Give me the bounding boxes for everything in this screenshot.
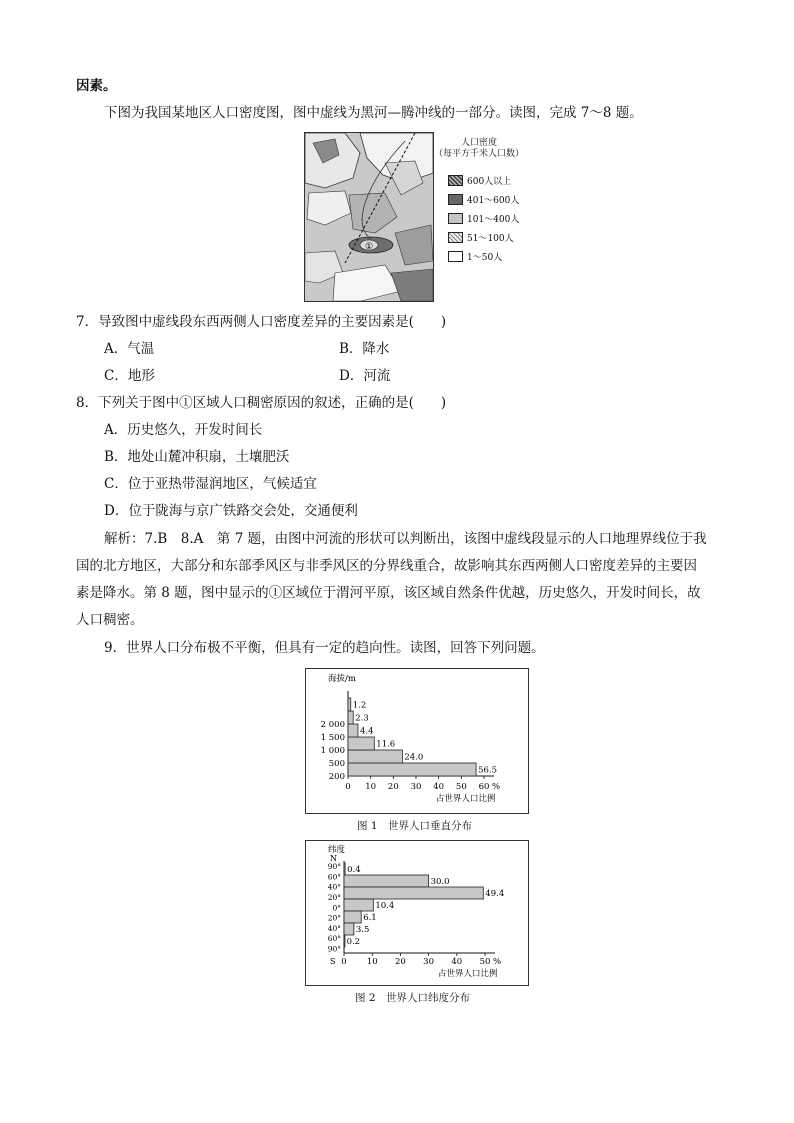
legend-item (432, 209, 542, 228)
north-label: N (330, 854, 337, 863)
region-marker: ① (365, 242, 374, 252)
data-label: 49.4 (485, 889, 505, 899)
q8-option-c: C．位于亚热带湿润地区，气候适宜 (104, 476, 317, 492)
x-axis-label: 占世界人口比例 (438, 969, 498, 979)
chart2-caption: 图 2 世界人口纬度分布 (355, 992, 471, 1004)
lat-tick-label: 0° (332, 903, 341, 913)
chart1-caption: 图 1 世界人口垂直分布 (357, 820, 473, 832)
bar (348, 711, 353, 724)
chart-altitude (306, 669, 528, 813)
data-label: 1.2 (352, 700, 367, 711)
chart-altitude-box (305, 668, 529, 814)
bar (344, 887, 483, 899)
x-tick-label: 20 (394, 957, 406, 967)
bar (348, 750, 402, 763)
answer-line: 解析：7.B 8.A 第 7 题，由图中河流的形状可以判断出，该图中虚线段显示的人口地理界线位于我 (104, 531, 707, 547)
answer-line: 国的北方地区，大部分和东部季风区与非季风区的分界线重合，故影响其东西两侧人口密度差异的主要因 (76, 558, 697, 574)
bar (344, 875, 429, 887)
question-7: 7．导致图中虚线段东西两侧人口密度差异的主要因素是( ) (76, 314, 447, 330)
y-tick-label: 2 000 (320, 720, 345, 730)
chart-latitude-box (305, 840, 529, 986)
q8-option-a: A．历史悠久，开发时间长 (104, 422, 263, 438)
x-tick-label: 10 (366, 957, 378, 967)
data-label: 0.2 (346, 937, 361, 947)
y-axis-label: 海拔/m (328, 674, 356, 684)
south-label: S (330, 957, 336, 966)
bar (348, 724, 358, 737)
bar (348, 763, 476, 776)
x-tick-label: 30 (410, 782, 422, 792)
lat-tick-label: 20° (327, 913, 341, 923)
x-tick-label: 60 (478, 782, 490, 792)
y-tick-label: 500 (328, 759, 345, 769)
legend-item (432, 228, 542, 247)
question-9: 9．世界人口分布极不平衡，但具有一定的趋向性。读图，回答下列问题。 (104, 640, 545, 656)
y-axis-label: 纬度 (328, 845, 346, 855)
q7-option-b: B．降水 (339, 341, 390, 357)
data-label: 6.1 (363, 913, 377, 923)
q7-option-d: D．河流 (339, 368, 391, 384)
legend-subtitle: （每平方千米人口数） (433, 149, 524, 160)
data-label: 11.6 (376, 739, 396, 750)
bar (344, 935, 345, 947)
legend-label: 51～100人 (467, 233, 514, 244)
legend-label: 1～50人 (467, 252, 503, 263)
bar (348, 737, 374, 750)
x-tick-label: 30 (423, 957, 435, 967)
question-8: 8．下列关于图中①区域人口稠密原因的叙述，正确的是( ) (76, 395, 447, 411)
x-tick-label: 50 (479, 957, 491, 967)
legend-label: 401～600人 (467, 195, 520, 206)
data-label: 30.0 (430, 877, 450, 887)
legend-label: 600人以上 (467, 176, 512, 187)
population-density-map (304, 132, 434, 302)
bar (344, 911, 361, 923)
lat-tick-label: 40° (327, 882, 341, 892)
lat-tick-label: 90° (327, 862, 341, 871)
bar (344, 899, 373, 911)
text-line: 因素。 (76, 78, 117, 94)
q8-option-d: D．位于陇海与京广铁路交会处，交通便利 (104, 503, 358, 519)
legend-label: 101～400人 (467, 214, 520, 225)
x-unit: % (493, 957, 502, 967)
data-label: 4.4 (359, 726, 374, 737)
bar (344, 923, 354, 935)
x-tick-label: 0 (341, 957, 347, 967)
data-label: 3.5 (355, 925, 370, 935)
x-tick-label: 40 (433, 782, 445, 792)
data-label: 10.4 (375, 901, 395, 911)
legend-item (432, 190, 542, 209)
bar (348, 698, 351, 711)
lat-tick-label: 60° (327, 872, 341, 882)
map-graphic (305, 133, 433, 301)
q7-option-a: A．气温 (104, 341, 155, 357)
data-label: 56.5 (478, 765, 498, 776)
q8-option-b: B．地处山麓冲积扇，土壤肥沃 (104, 449, 290, 465)
q7-option-c: C．地形 (104, 368, 155, 384)
answer-line: 人口稠密。 (76, 612, 144, 628)
x-tick-label: 20 (387, 782, 399, 792)
legend-item (432, 171, 542, 190)
lat-tick-label: 60° (327, 934, 341, 944)
answer-line: 素是降水。第 8 题，图中显示的①区域位于渭河平原，该区域自然条件优越，历史悠久，开发时间长，故 (76, 585, 701, 601)
map-legend (432, 138, 542, 266)
data-label: 24.0 (404, 752, 424, 763)
legend-item (432, 247, 542, 266)
y-tick-label: 200 (328, 772, 345, 782)
x-tick-label: 50 (455, 782, 467, 792)
y-tick-label: 1 500 (320, 733, 345, 743)
legend-title: 人口密度 (460, 138, 497, 148)
lat-tick-label: 90° (327, 944, 341, 954)
lat-tick-label: 20° (327, 892, 341, 902)
lat-tick-label: 40° (327, 923, 341, 933)
y-tick-label: 1 000 (320, 746, 345, 756)
data-label: 2.3 (355, 713, 369, 724)
x-axis-label: 占世界人口比例 (436, 794, 496, 804)
x-tick-label: 10 (365, 782, 377, 792)
x-tick-label: 40 (451, 957, 463, 967)
data-label: 0.4 (347, 865, 361, 875)
chart-latitude (306, 841, 528, 985)
bar (344, 863, 345, 875)
x-unit: % (492, 782, 501, 792)
intro-text: 下图为我国某地区人口密度图，图中虚线为黑河—腾冲线的一部分。读图，完成 7～8 题。 (104, 105, 643, 121)
x-tick-label: 0 (345, 782, 351, 792)
